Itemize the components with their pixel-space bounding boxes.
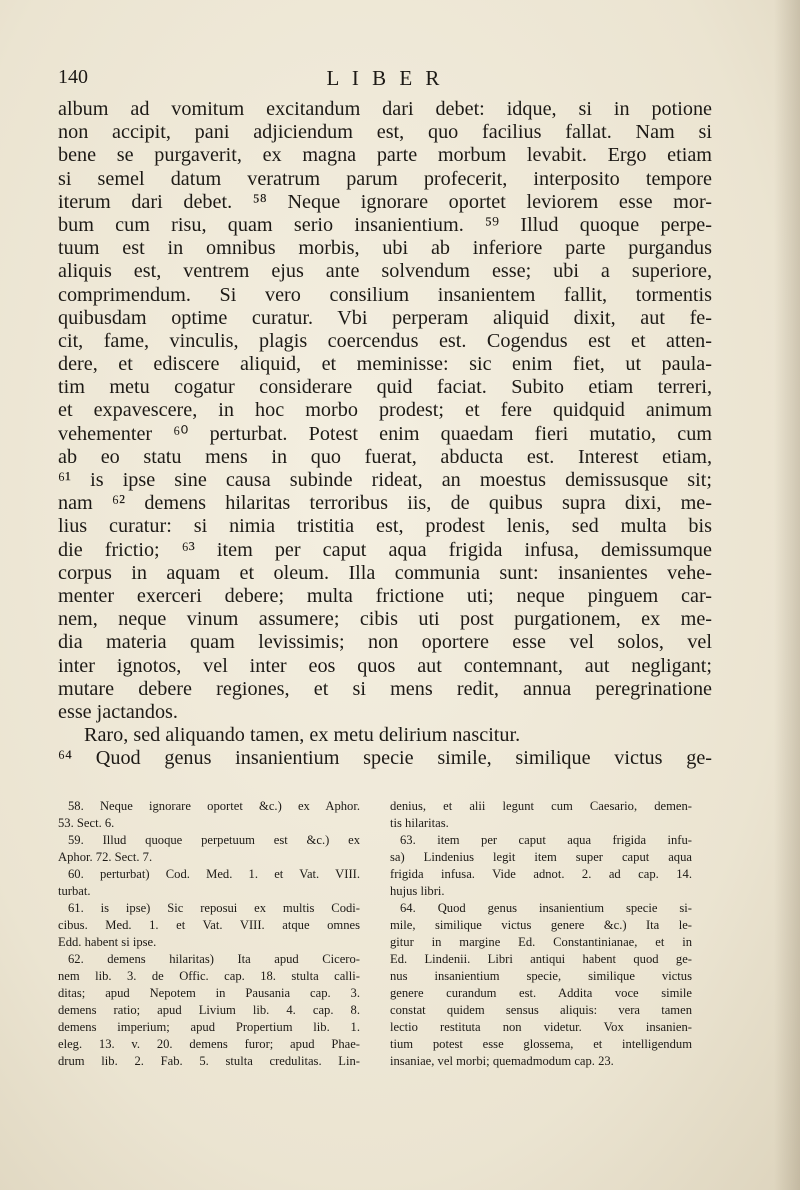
page-edge-shadow — [774, 0, 800, 1190]
footnote-line: 53. Sect. 6. — [58, 816, 115, 830]
text-line: tim metu cogatur considerare quid faciat. Subito etiam terreri, — [58, 376, 712, 399]
footnote-line: constat quidem sensus aliquis: vera tamen — [390, 1003, 692, 1017]
text-line: cit, fame, vinculis, plagis coercendus est. Cogendus est et atten- — [58, 329, 712, 352]
running-head: L I B E R — [326, 66, 444, 90]
footnotes-right-column — [390, 798, 692, 1070]
text-line: album ad vomitum excitandum dari debet: idque, si in potione — [58, 98, 712, 120]
footnotes-left-column — [58, 798, 360, 1070]
text-line: menter exerceri debere; multa frictione uti; neque pinguem car- — [58, 584, 712, 607]
text-line: lius curatur: si nimia tristitia est, prodest lenis, sed multa bis — [58, 515, 712, 538]
text-line: mutare debere regiones, et si mens redit, annua peregrinatione — [58, 677, 712, 700]
text-line: nam ⁶² demens hilaritas terroribus iis, de quibus supra dixi, me- — [58, 492, 712, 515]
main-text-block — [58, 98, 712, 770]
page-header — [58, 66, 712, 96]
footnote-line: Ed. Lindenii. Libri antiqui habent quod ge- — [390, 952, 692, 966]
page-number: 140 — [58, 66, 88, 88]
text-line: Raro, sed aliquando tamen, ex metu delirium nascitur. — [84, 724, 521, 747]
text-line: non accipit, pani adjiciendum est, quo facilius fallat. Nam si — [58, 121, 712, 144]
footnote-line: denius, et alii legunt cum Caesario, demen- — [390, 799, 692, 813]
footnote-line: insaniae, vel morbi; quemadmodum cap. 23. — [390, 1054, 614, 1068]
text-line: et expavescere, in hoc morbo prodest; et fere quidquid animum — [58, 399, 712, 422]
footnote-line: 64. Quod genus insanientium specie si- — [400, 901, 692, 915]
text-line: die frictio; ⁶³ item per caput aqua frigida infusa, demissumque — [58, 538, 712, 561]
text-line: vehementer ⁶⁰ perturbat. Potest enim quaedam fieri mutatio, cum — [58, 422, 712, 445]
text-line: corpus in aquam et oleum. Illa communia sunt: insanientes vehe- — [58, 561, 712, 584]
text-line: ab eo statu mens in quo fuerat, abducta est. Interest etiam, — [58, 445, 712, 468]
footnote-line: mile, similique victus genere &c.) Ita le- — [390, 918, 692, 932]
footnote-line: Edd. habent si ipse. — [58, 935, 157, 949]
footnote-line: eleg. 13. v. 20. demens furor; apud Phae- — [58, 1037, 360, 1051]
footnote-line: cibus. Med. 1. et Vat. VIII. atque omnes — [58, 918, 360, 932]
footnote-line: Aphor. 72. Sect. 7. — [58, 850, 153, 864]
text-line: quibusdam optime curatur. Vbi perperam aliquid dixit, aut fe- — [58, 306, 712, 329]
footnote-line: demens ratio; apud Livium lib. 4. cap. 8. — [58, 1003, 360, 1017]
text-line: si semel datum veratrum parum profecerit, interposito tempore — [58, 167, 712, 190]
footnote-line: nus insanientium specie, similique victus — [390, 969, 692, 983]
footnote-line: tium potest esse glossema, et intelligendum — [390, 1037, 692, 1051]
text-line: ⁶⁴ Quod genus insanientium specie simile, similique victus ge- — [58, 747, 712, 770]
text-line: bene se purgaverit, ex magna parte morbum levabit. Ergo etiam — [58, 144, 712, 167]
footnote-line: demens imperium; apud Propertium lib. 1. — [58, 1020, 360, 1034]
text-line: dia materia quam levissimis; non oportere esse vel solos, vel — [58, 631, 712, 654]
footnote-line: turbat. — [58, 884, 91, 898]
text-line: inter ignotos, vel inter eos quos aut contemnant, aut negligant; — [58, 654, 712, 677]
footnote-line: 62. demens hilaritas) Ita apud Cicero- — [68, 952, 360, 966]
footnote-line: genere curandum est. Addita voce simile — [390, 986, 692, 1000]
footnote-line: drum lib. 2. Fab. 5. stulta credulitas. Lin- — [58, 1054, 360, 1068]
text-line: dere, et ediscere aliquid, et meminisse: sic enim fiet, ut paula- — [58, 353, 712, 376]
footnote-line: 60. perturbat) Cod. Med. 1. et Vat. VIII. — [68, 867, 360, 881]
text-line: nem, neque vinum assumere; cibis uti post purgationem, ex me- — [58, 608, 712, 631]
footnote-line: tis hilaritas. — [390, 816, 449, 830]
footnote-line: sa) Lindenius legit item super caput aqua — [390, 850, 692, 864]
footnote-line: 59. Illud quoque perpetuum est &c.) ex — [68, 833, 360, 847]
text-line: comprimendum. Si vero consilium insanientem fallit, tormentis — [58, 283, 712, 306]
text-line: aliquis est, ventrem ejus ante solvendum esse; ubi a superiore, — [58, 260, 712, 283]
text-line: ⁶¹ is ipse sine causa subinde rideat, an moestus demissusque sit; — [58, 469, 712, 491]
footnote-line: 63. item per caput aqua frigida infu- — [400, 833, 692, 847]
text-line: esse jactandos. — [58, 700, 178, 723]
footnote-line: 61. is ipse) Sic reposui ex multis Codi- — [68, 901, 360, 915]
footnote-line: hujus libri. — [390, 884, 445, 898]
text-line: tuum est in omnibus morbis, ubi ab inferiore parte purgandus — [58, 237, 712, 260]
footnote-line: nem lib. 3. de Offic. cap. 18. stulta calli- — [58, 969, 360, 983]
footnote-line: lectio restituta non videtur. Vox insanien- — [390, 1020, 692, 1034]
footnote-line: 58. Neque ignorare oportet &c.) ex Aphor. — [68, 799, 360, 813]
text-line: iterum dari debet. ⁵⁸ Neque ignorare oportet leviorem esse mor- — [58, 190, 712, 213]
footnote-line: frigida infusa. Vide adnot. 2. ad cap. 14. — [390, 867, 692, 881]
footnote-line: ditas; apud Nepotem in Pausania cap. 3. — [58, 986, 360, 1000]
footnote-line: gitur in margine Ed. Constantinianae, et in — [390, 935, 692, 949]
text-line: bum cum risu, quam serio insanientium. ⁵⁹ Illud quoque perpe- — [58, 213, 712, 236]
